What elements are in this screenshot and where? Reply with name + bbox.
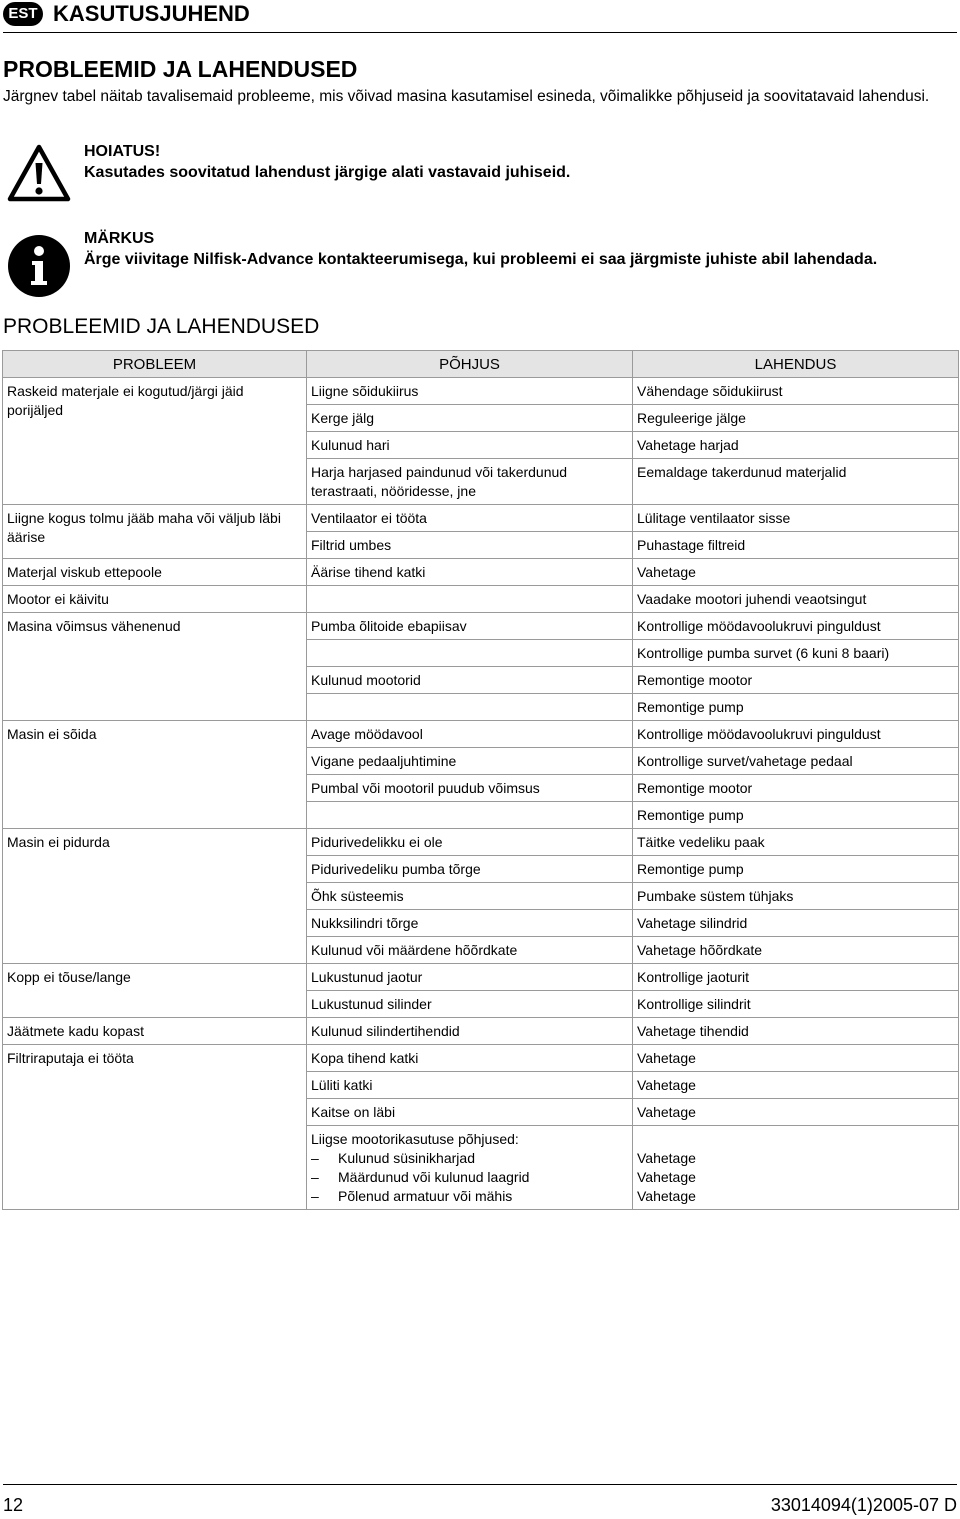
- bullet-text: Määrdunud või kulunud laagrid: [338, 1169, 530, 1185]
- solution-cell: Vahetage: [633, 1099, 959, 1126]
- solution-cell: Vahetage: [633, 559, 959, 586]
- solution-cell: Remontige pump: [633, 802, 959, 829]
- solution-cell: Puhastage filtreid: [633, 532, 959, 559]
- table-row: [3, 964, 959, 991]
- page-number: 12: [3, 1495, 24, 1515]
- problem-cell: Masin ei sõida: [3, 721, 307, 829]
- document-code: 33014094(1)2005-07 D: [770, 1495, 957, 1515]
- warning-block: [84, 141, 570, 183]
- table-row: [3, 1045, 959, 1072]
- cause-cell: Kulunud mootorid: [307, 667, 633, 694]
- solution-cell: Remontige pump: [633, 694, 959, 721]
- solution-cell: Vähendage sõidukiirust: [633, 378, 959, 405]
- header-title: KASUTUSJUHEND: [53, 1, 250, 26]
- cause-cell: Pidurivedeliku pumba tõrge: [307, 856, 633, 883]
- language-badge: EST: [3, 2, 43, 26]
- bullet-text: Põlenud armatuur või mähis: [338, 1188, 513, 1204]
- header-solution: LAHENDUS: [633, 351, 959, 378]
- footer-rule: [3, 1484, 957, 1485]
- cause-cell: Liigne sõidukiirus: [307, 378, 633, 405]
- solution-cell: Eemaldage takerdunud materjalid: [633, 459, 959, 505]
- solution-cell: Vaadake mootori juhendi veaotsingut: [633, 586, 959, 613]
- cause-cell: Kulunud hari: [307, 432, 633, 459]
- solution-cell: Remontige pump: [633, 856, 959, 883]
- problem-cell: Masina võimsus vähenenud: [3, 613, 307, 721]
- problem-cell: Materjal viskub ettepoole: [3, 559, 307, 586]
- solution-cell: Kontrollige silindrit: [633, 991, 959, 1018]
- bullet-solution: Vahetage: [637, 1169, 696, 1185]
- table-title: PROBLEEMID JA LAHENDUSED: [3, 315, 320, 338]
- bullet-solution: Vahetage: [637, 1150, 696, 1166]
- cause-cell: Pidurivedelikku ei ole: [307, 829, 633, 856]
- cause-cell: Kulunud silindertihendid: [307, 1018, 633, 1045]
- bullet-dash: –: [311, 1150, 319, 1166]
- warning-text: Kasutades soovitatud lahendust järgige alati vastavaid juhiseid.: [84, 164, 571, 181]
- problem-cell: Kopp ei tõuse/lange: [3, 964, 307, 1018]
- table-row: [3, 586, 959, 613]
- solution-cell: Vahetage hõõrdkate: [633, 937, 959, 964]
- cause-cell: Kopa tihend katki: [307, 1045, 633, 1072]
- cause-cell: [307, 694, 633, 721]
- problem-cell: Raskeid materjale ei kogutud/järgi jäid porijäljed: [3, 378, 307, 505]
- cause-cell: Ventilaator ei tööta: [307, 505, 633, 532]
- cause-cell: Kaitse on läbi: [307, 1099, 633, 1126]
- problems-table: [2, 350, 959, 1210]
- table-row: [3, 721, 959, 748]
- note-text: Ärge viivitage Nilfisk-Advance kontakteerumisega, kui probleemi ei saa järgmiste juhiste abil lahendada.: [84, 251, 878, 268]
- solution-cell: Kontrollige pumba survet (6 kuni 8 baari): [633, 640, 959, 667]
- bullet-dash: –: [311, 1169, 319, 1185]
- warning-title: HOIATUS!: [84, 143, 161, 160]
- cause-cell: Pumba õlitoide ebapiisav: [307, 613, 633, 640]
- bullet-dash: –: [311, 1188, 319, 1204]
- bullet-text: Kulunud süsinikharjad: [338, 1150, 475, 1166]
- solution-cell: Vahetage silindrid: [633, 910, 959, 937]
- cause-cell: [307, 640, 633, 667]
- bullet-item: [311, 1187, 628, 1206]
- solution-cell: Vahetage: [633, 1045, 959, 1072]
- intro-text: Järgnev tabel näitab tavalisemaid probleeme, mis võivad masina kasutamisel esineda, võimalikke põhjuseid ja soovitatavaid lahendusi.: [3, 88, 930, 105]
- note-block: [84, 228, 877, 270]
- note-title: MÄRKUS: [84, 230, 155, 247]
- page-header: [3, 0, 957, 33]
- cause-cell: Õhk süsteemis: [307, 883, 633, 910]
- cause-cell: Lüliti katki: [307, 1072, 633, 1099]
- solution-cell: Pumbake süstem tühjaks: [633, 883, 959, 910]
- motor-overuse-title: Liigse mootorikasutuse põhjused:: [311, 1131, 519, 1147]
- cause-cell: Pumbal või mootoril puudub võimsus: [307, 775, 633, 802]
- solution-cell: Täitke vedeliku paak: [633, 829, 959, 856]
- solution-cell: Vahetage: [633, 1072, 959, 1099]
- cause-cell: Filtrid umbes: [307, 532, 633, 559]
- cause-cell: [307, 586, 633, 613]
- solution-cell: Reguleerige jälge: [633, 405, 959, 432]
- problem-cell: Masin ei pidurda: [3, 829, 307, 964]
- bullet-item: [311, 1168, 628, 1187]
- table-row: [3, 613, 959, 640]
- table-row: [3, 559, 959, 586]
- info-icon: [7, 234, 71, 303]
- cause-cell: Harja harjased paindunud või takerdunud terastraati, nööridesse, jne: [307, 459, 633, 505]
- solution-cell: Kontrollige jaoturit: [633, 964, 959, 991]
- table-header-row: [3, 351, 959, 378]
- problem-cell: Jäätmete kadu kopast: [3, 1018, 307, 1045]
- solution-cell: Kontrollige möödavoolukruvi pinguldust: [633, 721, 959, 748]
- cause-cell: Lukustunud silinder: [307, 991, 633, 1018]
- bullet-item: [311, 1149, 628, 1168]
- cause-cell: [307, 802, 633, 829]
- cause-cell: Avage möödavool: [307, 721, 633, 748]
- solution-cell: Remontige mootor: [633, 775, 959, 802]
- header-problem: PROBLEEM: [3, 351, 307, 378]
- solution-cell: Remontige mootor: [633, 667, 959, 694]
- header-cause: PÕHJUS: [307, 351, 633, 378]
- cause-cell: Vigane pedaaljuhtimine: [307, 748, 633, 775]
- cause-cell: Lukustunud jaotur: [307, 964, 633, 991]
- table-row: [3, 1018, 959, 1045]
- solution-cell: Vahetage tihendid: [633, 1018, 959, 1045]
- cause-cell: Nukksilindri tõrge: [307, 910, 633, 937]
- cause-cell-motor-overuse: [307, 1126, 633, 1210]
- problem-cell: Liigne kogus tolmu jääb maha või väljub läbi äärise: [3, 505, 307, 559]
- solution-cell: Kontrollige möödavoolukruvi pinguldust: [633, 613, 959, 640]
- cause-cell: Kulunud või määrdene hõõrdkate: [307, 937, 633, 964]
- warning-icon: [7, 144, 71, 207]
- section-title: PROBLEEMID JA LAHENDUSED: [3, 56, 358, 82]
- cause-cell: Äärise tihend katki: [307, 559, 633, 586]
- table-row: [3, 378, 959, 405]
- cause-cell: Kerge jälg: [307, 405, 633, 432]
- problem-cell: Mootor ei käivitu: [3, 586, 307, 613]
- problem-cell: Filtriraputaja ei tööta: [3, 1045, 307, 1210]
- bullet-solution: Vahetage: [637, 1188, 696, 1204]
- table-row: [3, 505, 959, 532]
- solution-cell: Vahetage harjad: [633, 432, 959, 459]
- table-row: [3, 829, 959, 856]
- solution-cell-motor-overuse: [633, 1126, 959, 1210]
- solution-cell: Lülitage ventilaator sisse: [633, 505, 959, 532]
- solution-cell: Kontrollige survet/vahetage pedaal: [633, 748, 959, 775]
